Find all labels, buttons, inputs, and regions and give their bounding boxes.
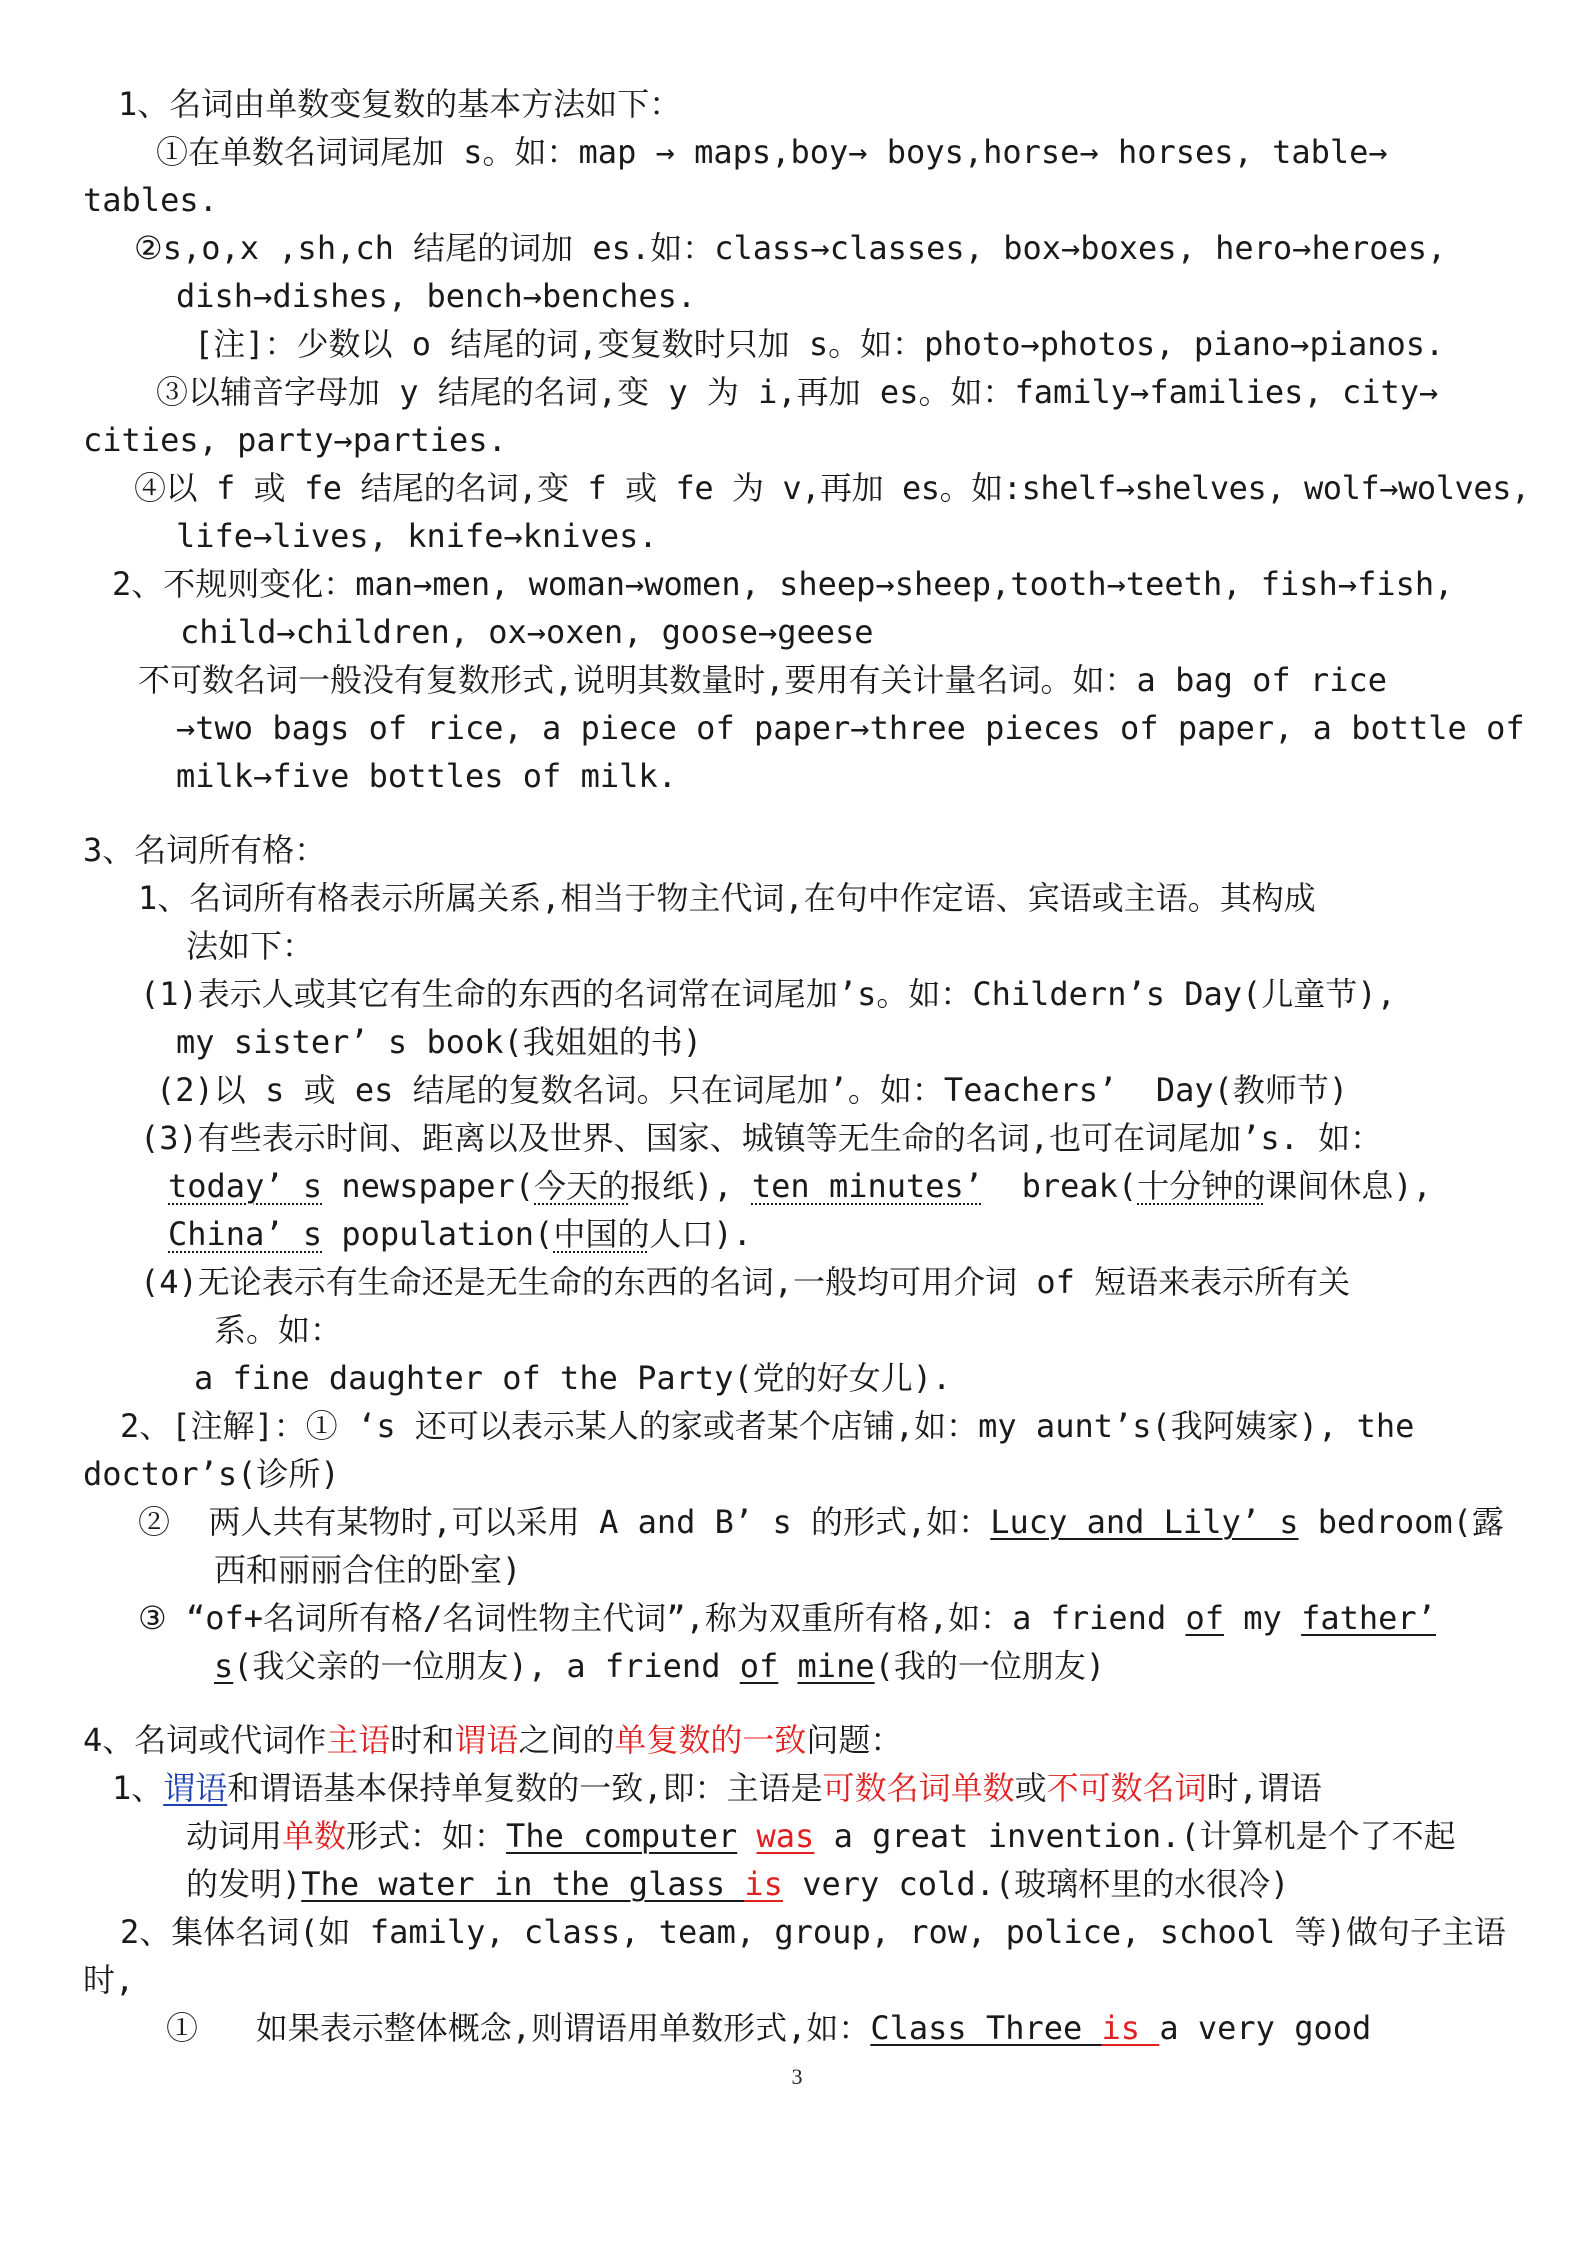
red-term: 单数 [282, 1817, 347, 1855]
text-run: ③ “of+名词所有格/名词性物主代词”,称为双重所有格,如：a friend [138, 1599, 1186, 1637]
red-term: 不可数名词 [1046, 1769, 1207, 1807]
section-4-title [83, 1720, 902, 1764]
red-term: 谓语 [454, 1721, 519, 1759]
underlined-phrase: father’ [1301, 1599, 1436, 1637]
rule-4-line-2: life→lives, knife→knives. [176, 517, 658, 555]
red-term: 主语 [326, 1721, 391, 1759]
text-run: newspaper( [322, 1167, 535, 1205]
red-underlined-verb: is [744, 1865, 783, 1903]
dotted-phrase: ten minutes’ [751, 1167, 984, 1205]
text-run: a great invention.(计算机是个了不起 [814, 1817, 1456, 1855]
red-underlined-verb: is [1101, 2009, 1160, 2047]
possessive-item-4-line-2: 系。如： [214, 1311, 343, 1349]
text-run: 课间休息), [1265, 1167, 1432, 1205]
text-run: 的发明) [186, 1865, 302, 1903]
uncountable-line-1: 不可数名词一般没有复数形式,说明其数量时,要用有关计量名词。如：a bag of rice [138, 661, 1387, 699]
possessive-note-line-2: doctor’s(诊所) [83, 1455, 340, 1493]
text-run [737, 1817, 756, 1855]
text-run: 问题： [806, 1721, 903, 1759]
underlined-phrase: The water in the glass [301, 1865, 745, 1903]
section-1-title: 1、名词由单数变复数的基本方法如下： [118, 85, 682, 123]
text-run: 动词用 [186, 1817, 283, 1855]
rule-1-line-1: ①在单数名词词尾加 s。如：map → maps,boy→ boys,horse→ horses, table→ [156, 133, 1388, 171]
text-run: 1、 [112, 1769, 164, 1807]
agreement-rule-1-line-3 [186, 1864, 1289, 1908]
dotted-phrase: 十分钟的 [1137, 1167, 1266, 1205]
possessive-item-4-example: a fine daughter of the Party(党的好女儿). [194, 1359, 952, 1397]
text-run: 4、名词或代词作 [83, 1721, 327, 1759]
underlined-phrase: of [1185, 1599, 1225, 1637]
possessive-item-4-line-1: (4)无论表示有生命还是无生命的东西的名词,一般均可用介词 of 短语来表示所有关 [140, 1263, 1351, 1301]
rule-3-line-2: cities, party→parties. [83, 421, 507, 459]
text-run: 时,谓语 [1206, 1769, 1322, 1807]
possessive-note-3-line-1 [138, 1598, 1436, 1642]
text-run [778, 1647, 797, 1685]
page-number: 3 [791, 2064, 803, 2089]
text-run: 之间的 [518, 1721, 615, 1759]
agreement-rule-2-item-1 [166, 2008, 1371, 2052]
possessive-note-line-1: 2、[注解]：① ‘s 还可以表示某人的家或者某个店铺,如：my aunt’s(我阿姨家), the [120, 1407, 1415, 1445]
possessive-note-3-line-2 [214, 1646, 1105, 1690]
possessive-note-2-line-1 [138, 1502, 1504, 1546]
text-run: 形式：如： [346, 1817, 507, 1855]
rule-2-line-1: ②s,o,x ,sh,ch 结尾的词加 es.如：class→classes, box→boxes, hero→heroes, [134, 229, 1447, 267]
dotted-phrase: today’ s [168, 1167, 323, 1205]
underlined-phrase: Class Three [870, 2009, 1102, 2047]
rule-2-note: [注]：少数以 o 结尾的词,变复数时只加 s。如：photo→photos, piano→pianos. [194, 325, 1445, 363]
text-run: (我的一位朋友) [874, 1647, 1106, 1685]
text-run: bedroom(露 [1298, 1503, 1504, 1541]
agreement-rule-1-line-1 [112, 1768, 1322, 1812]
rule-1-line-2: tables. [83, 181, 218, 219]
section-3-title: 3、名词所有格： [83, 831, 327, 869]
possessive-intro-line-2: 法如下： [186, 927, 315, 965]
text-run: 或 [1014, 1769, 1047, 1807]
uncountable-line-2: →two bags of rice, a piece of paper→three pieces of paper, a bottle of [176, 709, 1525, 747]
uncountable-line-3: milk→five bottles of milk. [176, 757, 677, 795]
rule-2-line-2: dish→dishes, bench→benches. [176, 277, 697, 315]
agreement-rule-1-line-2 [186, 1816, 1456, 1860]
dotted-phrase: China’ s [168, 1215, 323, 1253]
text-run: (我父亲的一位朋友), a friend [233, 1647, 740, 1685]
text-run: my [1224, 1599, 1302, 1637]
text-run: population( [322, 1215, 554, 1253]
underlined-phrase: The computer [506, 1817, 738, 1855]
possessive-item-3-line-1: (3)有些表示时间、距离以及世界、国家、城镇等无生命的名词,也可在词尾加’s. 如： [140, 1119, 1383, 1157]
blue-link-term: 谓语 [163, 1769, 228, 1807]
text-run: 和谓语基本保持单复数的一致,即：主语是 [227, 1769, 823, 1807]
rule-3-line-1: ③以辅音字母加 y 结尾的名词,变 y 为 i,再加 es。如：family→families, city→ [156, 373, 1439, 411]
text-run: ② 两人共有某物时,可以采用 A and B’ s 的形式,如： [138, 1503, 991, 1541]
underlined-phrase: of [739, 1647, 779, 1685]
agreement-rule-2-line-1: 2、集体名词(如 family, class, team, group, row, police, school 等)做句子主语 [120, 1913, 1506, 1951]
dotted-phrase: 今天的 [534, 1167, 631, 1205]
irregular-line-1: 2、不规则变化：man→men, woman→women, sheep→sheep,tooth→teeth, fish→fish, [112, 565, 1454, 603]
text-run: 人口). [649, 1215, 752, 1253]
agreement-rule-2-line-2: 时, [83, 1961, 135, 1999]
text-run: break( [983, 1167, 1138, 1205]
text-run: 报纸), [630, 1167, 752, 1205]
underlined-phrase: mine [797, 1647, 875, 1685]
possessive-item-1-line-1: (1)表示人或其它有生命的东西的名词常在词尾加’s。如：Childern’s Day(儿童节), [140, 975, 1396, 1013]
dotted-phrase: 中国的 [553, 1215, 650, 1253]
possessive-item-3-line-2 [168, 1166, 1432, 1210]
text-run: ① 如果表示整体概念,则谓语用单数形式,如： [166, 2009, 871, 2047]
rule-4-line-1: ④以 f 或 fe 结尾的名词,变 f 或 fe 为 v,再加 es。如:shelf→shelves, wolf→wolves, [134, 469, 1530, 507]
red-underlined-verb: was [756, 1817, 815, 1855]
possessive-item-1-line-2: my sister’ s book(我姐姐的书) [176, 1023, 703, 1061]
possessive-item-2: (2)以 s 或 es 结尾的复数名词。只在词尾加’。如：Teachers’ Day(教师节) [156, 1071, 1349, 1109]
text-run: very cold.(玻璃杯里的水很冷) [782, 1865, 1290, 1903]
possessive-intro-line-1: 1、名词所有格表示所属关系,相当于物主代词,在句中作定语、宾语或主语。其构成 [138, 879, 1316, 917]
red-term: 可数名词单数 [822, 1769, 1015, 1807]
underlined-phrase: s [214, 1647, 234, 1685]
text-run: 时和 [390, 1721, 455, 1759]
red-term: 单复数的一致 [614, 1721, 807, 1759]
text-run: a very good [1159, 2009, 1372, 2047]
underlined-phrase: Lucy and Lily’ s [990, 1503, 1299, 1541]
possessive-item-3-line-3 [168, 1214, 752, 1258]
possessive-note-2-line-2: 西和丽丽合住的卧室) [214, 1551, 522, 1589]
irregular-line-2: child→children, ox→oxen, goose→geese [180, 613, 874, 651]
